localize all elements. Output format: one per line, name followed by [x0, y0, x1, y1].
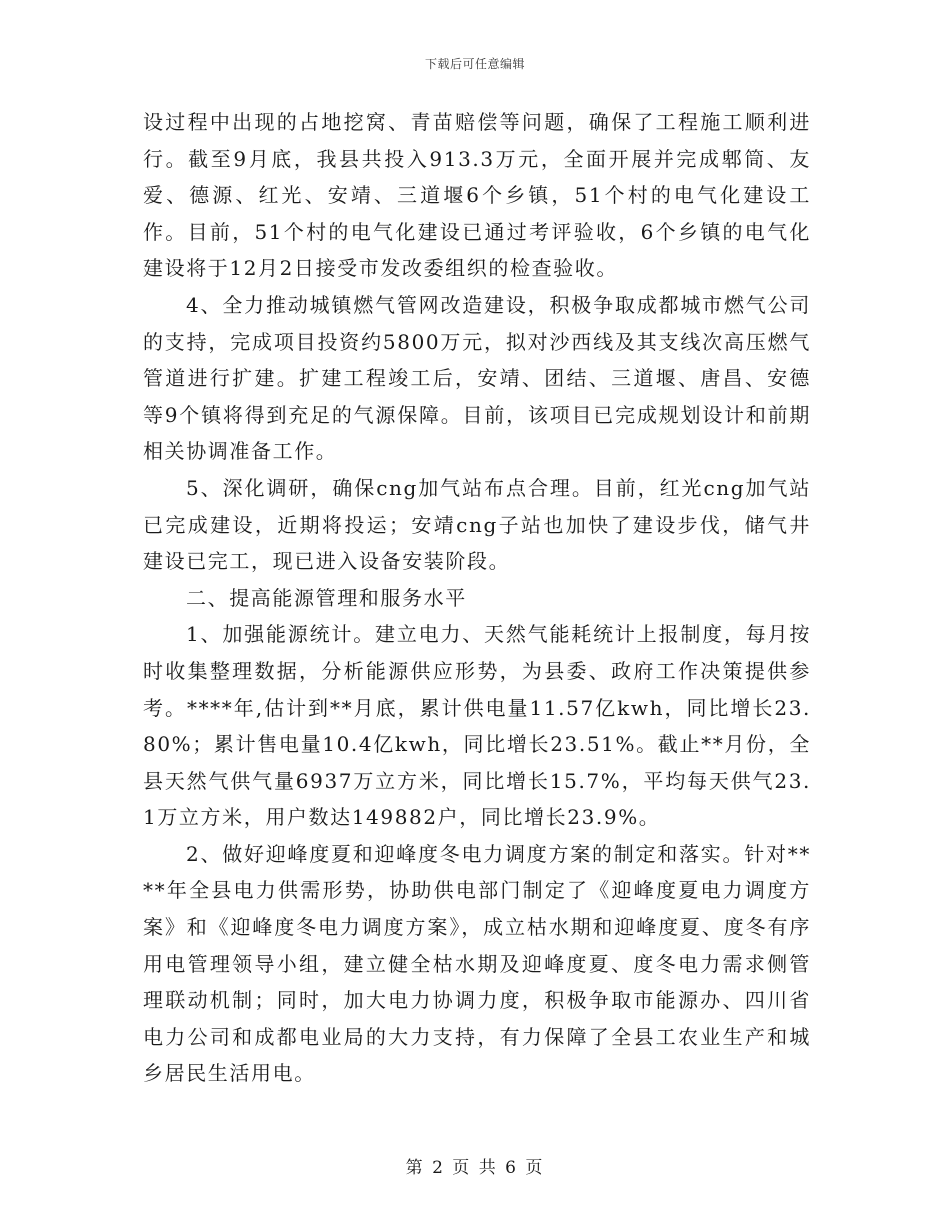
- paragraph-gas-pipeline: 4、全力推动城镇燃气管网改造建设，积极争取成都城市燃气公司的支持，完成项目投资约5800万元，拟对沙西线及其支线次高压燃气管道进行扩建。扩建工程竣工后，安靖、团结、三道堰、唐昌、安德等9个镇将得到充足的气源保障。目前，该项目已完成规划设计和前期相关协调准备工作。: [143, 292, 811, 464]
- section-heading: 二、提高能源管理和服务水平: [186, 585, 467, 610]
- paragraph-cng-station: 5、深化调研，确保cng加气站布点合理。目前，红光cng加气站已完成建设，近期将投运；安靖cng子站也加快了建设步伐，储气井建设已完工，现已进入设备安装阶段。: [143, 475, 811, 574]
- page-header: 下载后可任意编辑: [424, 57, 525, 71]
- paragraph-peak-dispatch: 2、做好迎峰度夏和迎峰度冬电力调度方案的制定和落实。针对****年全县电力供需形势，协助供电部门制定了《迎峰度夏电力调度方案》和《迎峰度冬电力调度方案》，成立枯水期和迎峰度夏、度冬有序用电管理领导小组，建立健全枯水期及迎峰度夏、度冬电力需求侧管理联动机制；同时，加大电力协调力度，积极争取市能源办、四川省电力公司和成都电业局的大力支持，有力保障了全县工农业生产和城乡居民生活用电。: [143, 841, 811, 1086]
- paragraph-continued: 设过程中出现的占地挖窝、青苗赔偿等问题，确保了工程施工顺利进行。截至9月底，我县共投入913.3万元，全面开展并完成郫筒、友爱、德源、红光、安靖、三道堰6个乡镇，51个村的电气化建设工作。目前，51个村的电气化建设已通过考评验收，6个乡镇的电气化建设将于12月2日接受市发改委组织的检查验收。: [143, 110, 811, 281]
- page-number: 第 2 页 共 6 页: [405, 1158, 545, 1178]
- document-body: [143, 104, 811, 1092]
- paragraph-energy-statistics: 1、加强能源统计。建立电力、天然气能耗统计上报制度，每月按时收集整理数据，分析能源供应形势，为县委、政府工作决策提供参考。****年,估计到**月底，累计供电量11.57亿kwh，同比增长23.80%；累计售电量10.4亿kwh，同比增长23.51%。截止**月份，全县天然气供气量6937万立方米，同比增长15.7%，平均每天供气23.1万立方米，用户数达149882户，同比增长23.9%。: [143, 622, 811, 830]
